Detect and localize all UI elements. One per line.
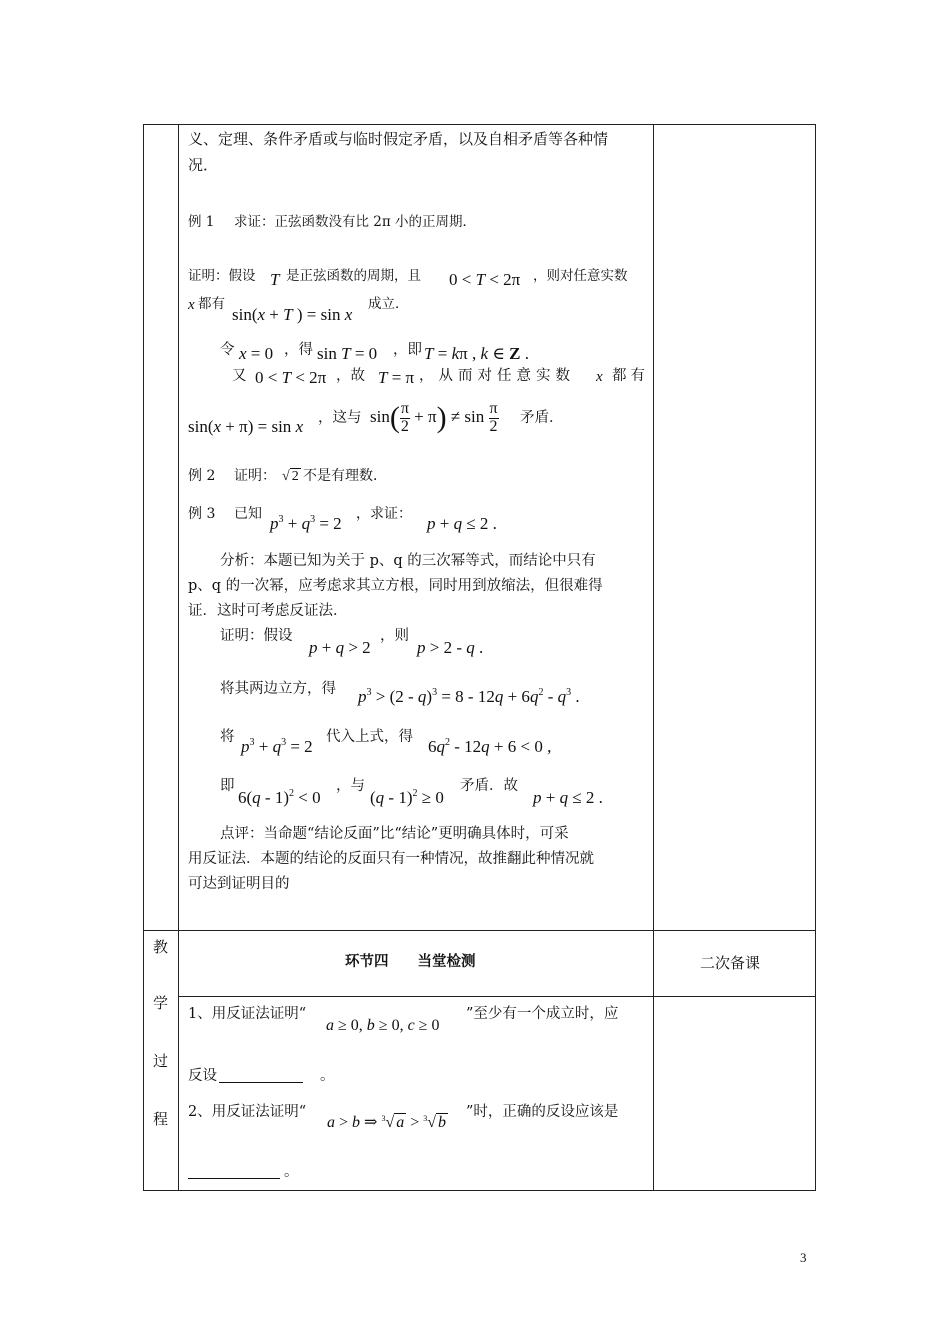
proof2-assumption: p + q > 2 <box>309 638 371 657</box>
question2-answer-blank[interactable] <box>188 1164 280 1179</box>
again-text-4: 都有 <box>612 368 649 384</box>
again-text-2: ，故 <box>336 368 365 384</box>
example3-claim: p + q ≤ 2 . <box>427 514 497 533</box>
cube-expansion: $p^3 > (2 - q)^3 = 8 - 12q + 6q^2 - q^3$ . <box>358 687 580 706</box>
table-divider-notes <box>653 124 654 1191</box>
cube-text: 将其两边立方，得 <box>220 681 336 697</box>
example1-statement: 求证：正弦函数没有比 2π 小的正周期． <box>234 214 477 230</box>
question1-line2-text: 反设 <box>188 1068 217 1084</box>
ie-nonnegative: (q - 1)$^2$ ≥ 0 <box>370 788 444 807</box>
question1-suffix: ”至少有一个成立时，应 <box>466 1006 619 1022</box>
example2-text-1: 证明： <box>234 468 276 484</box>
ie-text-1: 即 <box>220 778 235 794</box>
again-var-x: x <box>596 369 603 385</box>
table-border-left <box>143 124 144 1191</box>
question2-statement: a > b ⇒ $^3$√ a > $^3$√ b <box>327 1114 447 1131</box>
ie-text-3: 矛盾．故 <box>460 778 518 794</box>
ie-inequality: 6(q - 1)$^2$ < 0 <box>238 788 321 807</box>
let-text-3: ，即 <box>393 342 422 358</box>
proof-var-x: x <box>188 297 195 313</box>
intro-text-line1: 义、定理、条件矛盾或与临时假定矛盾，以及自相矛盾等各种情 <box>188 130 609 148</box>
question1-answer-blank[interactable] <box>219 1068 303 1083</box>
let-x-zero: x = 0 <box>239 344 274 363</box>
proof-label: 证明：假设 <box>188 268 256 284</box>
proof-text-4: 成立． <box>368 296 409 312</box>
again-text-1: 又 <box>232 368 247 384</box>
proof-text-1: 是正弦函数的周期，且 <box>286 268 421 284</box>
table-row-divider <box>143 930 816 931</box>
again-T-pi: T = π <box>378 368 415 387</box>
question1-condition: a ≥ 0, b ≥ 0, c ≥ 0 <box>326 1017 440 1034</box>
proof2-text-1: 证明：假设 <box>220 628 293 644</box>
let-T-kpi: T = kπ , k ∈ Z . <box>424 344 529 363</box>
proof-var-T: T <box>270 270 280 289</box>
again-text-3: ，从而对任意实数 <box>419 368 575 384</box>
question1-prefix: 1、用反证法证明“ <box>188 1006 307 1022</box>
question2-suffix: ”时，正确的反设应该是 <box>466 1104 619 1120</box>
table-border-top <box>143 124 816 125</box>
analysis-line3: 证．这时可考虑反证法． <box>188 603 348 619</box>
proof-text-2: ，则对任意实数 <box>533 268 628 284</box>
contra-expression: sin( $\frac{\pi}{2}$ + π) ≠ sin $\frac{\pi}{2}$ <box>370 399 498 435</box>
example3-label: 例 3 <box>188 506 216 522</box>
proof-equation-sin: sin(x + T ) = sin x <box>232 305 353 324</box>
table-heading-divider <box>178 996 815 997</box>
table-border-bottom <box>143 1190 816 1191</box>
comment-line3: 可达到证明目的 <box>188 876 290 892</box>
let-text-1: 令 <box>220 342 235 358</box>
side-label-char-3: 过 <box>153 1052 169 1070</box>
again-inequality: 0 < T < 2π <box>255 368 327 387</box>
example3-given: $p^3 + q^3 = 2$ <box>270 514 342 533</box>
example2-label: 例 2 <box>188 468 216 484</box>
substitute-text-1: 将 <box>220 729 235 745</box>
proof2-consequence: p > 2 - q . <box>417 638 484 657</box>
example2-text-2: 不是有理数． <box>303 468 387 484</box>
substitute-text-2: 代入上式，得 <box>326 729 413 745</box>
let-sinT-zero: sin T = 0 <box>317 344 378 363</box>
side-label-char-4: 程 <box>153 1110 169 1128</box>
ie-text-2: ，与 <box>336 778 365 794</box>
contra-equation: sin(x + π) = sin x <box>188 417 304 436</box>
substitute-result: $6q^2 - 12q + 6 < 0$ , <box>428 737 552 756</box>
proof2-text-2: ，则 <box>380 628 409 644</box>
example1-label: 例 1 <box>188 214 215 230</box>
intro-text-line2: 况． <box>188 156 219 174</box>
analysis-line2: p、q 的一次幂，应考虑求其立方根，同时用到放缩法，但很难得 <box>188 578 603 594</box>
ie-conclusion: p + q ≤ 2 . <box>533 788 603 807</box>
substitute-given: $p^3 + q^3 = 2$ <box>241 737 313 756</box>
let-text-2: ，得 <box>284 342 313 358</box>
page-number: 3 <box>800 1250 807 1265</box>
sqrt2-expression: √ 2 <box>282 469 299 484</box>
example3-text-2: ，求证： <box>356 506 412 522</box>
contra-text-1: ，这与 <box>318 410 362 426</box>
comment-line2: 用反证法．本题的结论的反面只有一种情况，故推翻此种情况就 <box>188 851 594 867</box>
table-border-right <box>815 124 816 1191</box>
question1-line2-end: 。 <box>320 1068 335 1084</box>
example3-text-1: 已知 <box>234 506 262 522</box>
contra-text-2: 矛盾． <box>520 410 564 426</box>
analysis-line1: 分析：本题已知为关于 p、q 的三次幂等式，而结论中只有 <box>220 553 596 569</box>
question2-prefix: 2、用反证法证明“ <box>188 1104 307 1120</box>
notes-heading: 二次备课 <box>700 954 761 972</box>
proof-text-3: 都有 <box>198 296 225 312</box>
section-heading: 环节四 当堂检测 <box>345 954 476 970</box>
question2-line2-end: 。 <box>284 1164 299 1180</box>
comment-line1: 点评：当命题“结论反面”比“结论”更明确具体时，可采 <box>220 826 569 842</box>
side-label-char-1: 教 <box>153 938 169 956</box>
table-divider-label <box>178 124 179 1191</box>
proof-inequality: 0 < T < 2π <box>449 270 521 289</box>
side-label-char-2: 学 <box>153 994 169 1012</box>
